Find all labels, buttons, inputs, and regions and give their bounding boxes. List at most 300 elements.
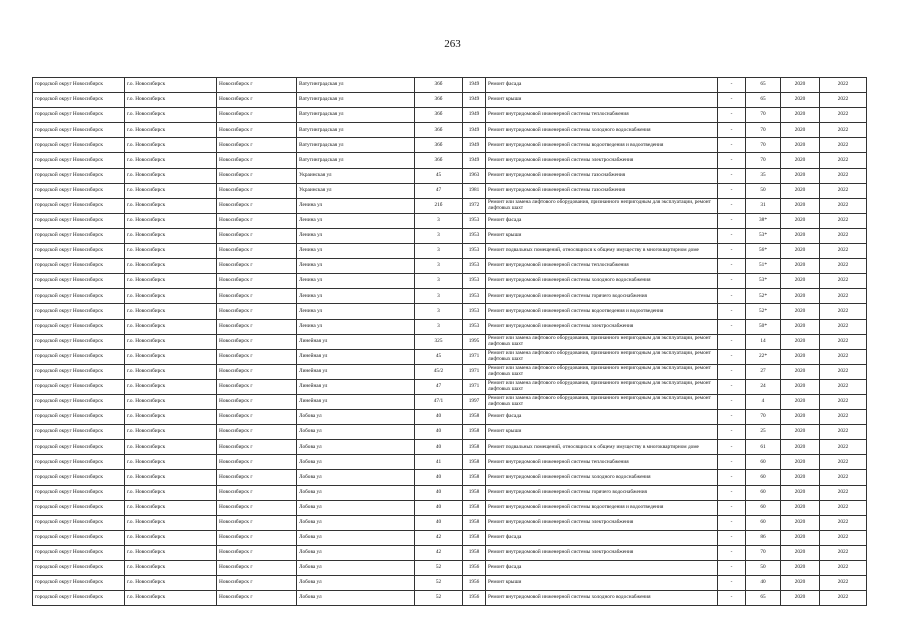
cell-start-year: 2020 xyxy=(781,394,820,409)
cell-work-type: Ремонт внутридомовой инженерной системы газоснабжения xyxy=(486,168,718,183)
cell-work-type: Ремонт фасада xyxy=(486,78,718,93)
cell-start-year: 2020 xyxy=(781,364,820,379)
cell-street: Ленина ул xyxy=(297,259,415,274)
cell-house: 47/1 xyxy=(415,394,463,409)
cell-blank: - xyxy=(718,259,746,274)
cell-cost: 50 xyxy=(746,561,781,576)
cell-blank: - xyxy=(718,228,746,243)
cell-start-year: 2020 xyxy=(781,274,820,289)
cell-district: городской округ Новосибирск xyxy=(33,108,125,123)
cell-cost: 86 xyxy=(746,530,781,545)
cell-house: 36б xyxy=(415,78,463,93)
cell-house: 3 xyxy=(415,289,463,304)
cell-district: городской округ Новосибирск xyxy=(33,168,125,183)
cell-street: Украинская ул xyxy=(297,183,415,198)
table-row xyxy=(33,440,867,455)
table-row xyxy=(33,153,867,168)
cell-settlement: Новосибирск г xyxy=(217,545,297,560)
cell-end-year: 2022 xyxy=(820,349,867,364)
cell-street: Лобова ул xyxy=(297,591,415,606)
table-row xyxy=(33,198,867,213)
cell-start-year: 2020 xyxy=(781,410,820,425)
page-number: 263 xyxy=(444,38,461,50)
cell-end-year: 2022 xyxy=(820,545,867,560)
cell-city: г.о. Новосибирск xyxy=(125,485,217,500)
cell-end-year: 2022 xyxy=(820,591,867,606)
cell-blank: - xyxy=(718,410,746,425)
cell-year: 1971 xyxy=(463,379,486,394)
cell-settlement: Новосибирск г xyxy=(217,561,297,576)
cell-cost: 31 xyxy=(746,198,781,213)
cell-work-type: Ремонт фасада xyxy=(486,213,718,228)
cell-cost: 14 xyxy=(746,334,781,349)
cell-district: городской округ Новосибирск xyxy=(33,379,125,394)
table-row xyxy=(33,319,867,334)
cell-street: Ватутинградская ул xyxy=(297,93,415,108)
cell-cost: 61 xyxy=(746,440,781,455)
cell-start-year: 2020 xyxy=(781,168,820,183)
cell-blank: - xyxy=(718,394,746,409)
cell-start-year: 2020 xyxy=(781,183,820,198)
cell-work-type: Ремонт внутридомовой инженерной системы электроснабжения xyxy=(486,515,718,530)
cell-blank: - xyxy=(718,364,746,379)
table-row xyxy=(33,410,867,425)
cell-start-year: 2020 xyxy=(781,304,820,319)
cell-cost: 53* xyxy=(746,228,781,243)
cell-cost: 4 xyxy=(746,394,781,409)
cell-district: городской округ Новосибирск xyxy=(33,274,125,289)
cell-end-year: 2022 xyxy=(820,379,867,394)
cell-city: г.о. Новосибирск xyxy=(125,394,217,409)
cell-work-type: Ремонт внутридомовой инженерной системы газоснабжения xyxy=(486,183,718,198)
cell-cost: 22* xyxy=(746,349,781,364)
cell-cost: 51* xyxy=(746,259,781,274)
cell-work-type: Ремонт внутридомовой инженерной системы горячего водоснабжения xyxy=(486,289,718,304)
cell-cost: 25 xyxy=(746,425,781,440)
cell-city: г.о. Новосибирск xyxy=(125,334,217,349)
cell-house: 40 xyxy=(415,485,463,500)
cell-work-type: Ремонт внутридомовой инженерной системы холодного водоснабжения xyxy=(486,591,718,606)
cell-year: 1953 xyxy=(463,319,486,334)
cell-start-year: 2020 xyxy=(781,349,820,364)
cell-cost: 35 xyxy=(746,168,781,183)
cell-year: 1956 xyxy=(463,576,486,591)
cell-street: Ватутинградская ул xyxy=(297,123,415,138)
cell-end-year: 2022 xyxy=(820,425,867,440)
cell-settlement: Новосибирск г xyxy=(217,244,297,259)
cell-house: 52 xyxy=(415,561,463,576)
cell-street: Линейная ул xyxy=(297,379,415,394)
cell-district: городской округ Новосибирск xyxy=(33,515,125,530)
cell-street: Ватутинградская ул xyxy=(297,138,415,153)
cell-blank: - xyxy=(718,591,746,606)
cell-end-year: 2022 xyxy=(820,274,867,289)
cell-year: 1949 xyxy=(463,123,486,138)
cell-year: 1958 xyxy=(463,410,486,425)
cell-settlement: Новосибирск г xyxy=(217,183,297,198)
cell-city: г.о. Новосибирск xyxy=(125,364,217,379)
cell-end-year: 2022 xyxy=(820,78,867,93)
cell-end-year: 2022 xyxy=(820,485,867,500)
cell-end-year: 2022 xyxy=(820,500,867,515)
cell-house: 3 xyxy=(415,228,463,243)
cell-cost: 50 xyxy=(746,183,781,198)
table-row xyxy=(33,259,867,274)
table-row xyxy=(33,500,867,515)
cell-settlement: Новосибирск г xyxy=(217,123,297,138)
cell-year: 1971 xyxy=(463,364,486,379)
cell-house: 45 xyxy=(415,349,463,364)
cell-end-year: 2022 xyxy=(820,108,867,123)
cell-work-type: Ремонт подвальных помещений, относящихся к общему имуществу в многоквартирном доме xyxy=(486,244,718,259)
table-row xyxy=(33,213,867,228)
cell-settlement: Новосибирск г xyxy=(217,108,297,123)
cell-cost: 52* xyxy=(746,304,781,319)
cell-street: Ленина ул xyxy=(297,198,415,213)
cell-street: Лобова ул xyxy=(297,440,415,455)
cell-settlement: Новосибирск г xyxy=(217,304,297,319)
table-row xyxy=(33,394,867,409)
cell-end-year: 2022 xyxy=(820,530,867,545)
cell-settlement: Новосибирск г xyxy=(217,228,297,243)
table-row xyxy=(33,485,867,500)
cell-start-year: 2020 xyxy=(781,198,820,213)
cell-year: 1958 xyxy=(463,425,486,440)
cell-blank: - xyxy=(718,500,746,515)
cell-blank: - xyxy=(718,319,746,334)
cell-work-type: Ремонт крыши xyxy=(486,425,718,440)
cell-house: 3 xyxy=(415,304,463,319)
cell-work-type: Ремонт внутридомовой инженерной системы горячего водоснабжения xyxy=(486,485,718,500)
cell-district: городской округ Новосибирск xyxy=(33,455,125,470)
cell-end-year: 2022 xyxy=(820,198,867,213)
cell-cost: 24 xyxy=(746,379,781,394)
cell-district: городской округ Новосибирск xyxy=(33,470,125,485)
cell-settlement: Новосибирск г xyxy=(217,334,297,349)
cell-district: городской округ Новосибирск xyxy=(33,123,125,138)
cell-blank: - xyxy=(718,576,746,591)
cell-house: 3 xyxy=(415,213,463,228)
cell-district: городской округ Новосибирск xyxy=(33,485,125,500)
cell-start-year: 2020 xyxy=(781,259,820,274)
cell-cost: 38* xyxy=(746,213,781,228)
cell-start-year: 2020 xyxy=(781,500,820,515)
cell-start-year: 2020 xyxy=(781,93,820,108)
cell-settlement: Новосибирск г xyxy=(217,410,297,425)
cell-street: Ватутинградская ул xyxy=(297,153,415,168)
cell-cost: 60 xyxy=(746,455,781,470)
cell-cost: 70 xyxy=(746,153,781,168)
cell-blank: - xyxy=(718,545,746,560)
cell-start-year: 2020 xyxy=(781,440,820,455)
cell-year: 1953 xyxy=(463,304,486,319)
cell-district: городской округ Новосибирск xyxy=(33,228,125,243)
cell-city: г.о. Новосибирск xyxy=(125,78,217,93)
cell-year: 1949 xyxy=(463,78,486,93)
cell-end-year: 2022 xyxy=(820,364,867,379)
cell-district: городской округ Новосибирск xyxy=(33,78,125,93)
cell-end-year: 2022 xyxy=(820,304,867,319)
cell-end-year: 2022 xyxy=(820,289,867,304)
table-row xyxy=(33,93,867,108)
cell-start-year: 2020 xyxy=(781,561,820,576)
cell-city: г.о. Новосибирск xyxy=(125,561,217,576)
cell-year: 1981 xyxy=(463,183,486,198)
cell-house: 40 xyxy=(415,470,463,485)
cell-end-year: 2022 xyxy=(820,168,867,183)
table-body xyxy=(33,78,867,606)
cell-city: г.о. Новосибирск xyxy=(125,93,217,108)
cell-start-year: 2020 xyxy=(781,334,820,349)
cell-street: Линейная ул xyxy=(297,334,415,349)
cell-house: 36б xyxy=(415,123,463,138)
cell-end-year: 2022 xyxy=(820,561,867,576)
table-row xyxy=(33,364,867,379)
cell-house: 45 xyxy=(415,168,463,183)
cell-cost: 65 xyxy=(746,78,781,93)
cell-city: г.о. Новосибирск xyxy=(125,530,217,545)
cell-blank: - xyxy=(718,470,746,485)
cell-city: г.о. Новосибирск xyxy=(125,545,217,560)
cell-city: г.о. Новосибирск xyxy=(125,440,217,455)
cell-house: 52 xyxy=(415,576,463,591)
cell-street: Ленина ул xyxy=(297,244,415,259)
cell-end-year: 2022 xyxy=(820,213,867,228)
cell-cost: 70 xyxy=(746,108,781,123)
cell-blank: - xyxy=(718,289,746,304)
cell-blank: - xyxy=(718,78,746,93)
cell-city: г.о. Новосибирск xyxy=(125,470,217,485)
cell-year: 1971 xyxy=(463,349,486,364)
cell-house: 3 xyxy=(415,319,463,334)
cell-end-year: 2022 xyxy=(820,515,867,530)
cell-start-year: 2020 xyxy=(781,289,820,304)
cell-cost: 27 xyxy=(746,364,781,379)
cell-district: городской округ Новосибирск xyxy=(33,410,125,425)
cell-house: 36б xyxy=(415,138,463,153)
cell-start-year: 2020 xyxy=(781,123,820,138)
cell-start-year: 2020 xyxy=(781,78,820,93)
cell-work-type: Ремонт внутридомовой инженерной системы холодного водоснабжения xyxy=(486,123,718,138)
cell-district: городской округ Новосибирск xyxy=(33,319,125,334)
cell-house: 40 xyxy=(415,410,463,425)
table-row xyxy=(33,123,867,138)
cell-end-year: 2022 xyxy=(820,228,867,243)
cell-cost: 70 xyxy=(746,545,781,560)
cell-end-year: 2022 xyxy=(820,576,867,591)
cell-street: Лобова ул xyxy=(297,410,415,425)
cell-house: 36б xyxy=(415,108,463,123)
cell-district: городской округ Новосибирск xyxy=(33,93,125,108)
table-row xyxy=(33,228,867,243)
cell-settlement: Новосибирск г xyxy=(217,168,297,183)
table-row xyxy=(33,561,867,576)
cell-street: Лобова ул xyxy=(297,561,415,576)
cell-work-type: Ремонт фасада xyxy=(486,410,718,425)
cell-end-year: 2022 xyxy=(820,334,867,349)
cell-work-type: Ремонт внутридомовой инженерной системы теплоснабжения xyxy=(486,259,718,274)
cell-work-type: Ремонт крыши xyxy=(486,93,718,108)
cell-year: 1953 xyxy=(463,244,486,259)
cell-district: городской округ Новосибирск xyxy=(33,364,125,379)
cell-year: 1958 xyxy=(463,485,486,500)
cell-house: 325 xyxy=(415,334,463,349)
table-row xyxy=(33,425,867,440)
cell-year: 1949 xyxy=(463,108,486,123)
cell-start-year: 2020 xyxy=(781,244,820,259)
cell-work-type: Ремонт внутридомовой инженерной системы водоотведения и водоотведения xyxy=(486,304,718,319)
cell-house: 40 xyxy=(415,500,463,515)
cell-end-year: 2022 xyxy=(820,470,867,485)
cell-year: 1995 xyxy=(463,334,486,349)
cell-year: 1997 xyxy=(463,394,486,409)
cell-blank: - xyxy=(718,455,746,470)
cell-settlement: Новосибирск г xyxy=(217,153,297,168)
cell-street: Ленина ул xyxy=(297,319,415,334)
table-row xyxy=(33,530,867,545)
cell-blank: - xyxy=(718,440,746,455)
cell-start-year: 2020 xyxy=(781,319,820,334)
cell-settlement: Новосибирск г xyxy=(217,349,297,364)
cell-street: Лобова ул xyxy=(297,485,415,500)
cell-start-year: 2020 xyxy=(781,485,820,500)
cell-year: 1953 xyxy=(463,289,486,304)
cell-settlement: Новосибирск г xyxy=(217,455,297,470)
table-row xyxy=(33,379,867,394)
cell-year: 1958 xyxy=(463,515,486,530)
cell-city: г.о. Новосибирск xyxy=(125,319,217,334)
cell-house: 45/2 xyxy=(415,364,463,379)
cell-end-year: 2022 xyxy=(820,93,867,108)
cell-district: городской округ Новосибирск xyxy=(33,138,125,153)
cell-city: г.о. Новосибирск xyxy=(125,244,217,259)
cell-start-year: 2020 xyxy=(781,455,820,470)
cell-work-type: Ремонт внутридомовой инженерной системы электроснабжения xyxy=(486,153,718,168)
cell-street: Лобова ул xyxy=(297,576,415,591)
cell-district: городской округ Новосибирск xyxy=(33,545,125,560)
cell-blank: - xyxy=(718,304,746,319)
cell-street: Ленина ул xyxy=(297,289,415,304)
cell-district: городской округ Новосибирск xyxy=(33,304,125,319)
cell-blank: - xyxy=(718,93,746,108)
cell-work-type: Ремонт внутридомовой инженерной системы электроснабжения xyxy=(486,545,718,560)
cell-cost: 52* xyxy=(746,289,781,304)
cell-blank: - xyxy=(718,530,746,545)
cell-settlement: Новосибирск г xyxy=(217,289,297,304)
cell-district: городской округ Новосибирск xyxy=(33,440,125,455)
cell-district: городской округ Новосибирск xyxy=(33,183,125,198)
cell-end-year: 2022 xyxy=(820,410,867,425)
cell-settlement: Новосибирск г xyxy=(217,364,297,379)
table-row xyxy=(33,591,867,606)
cell-city: г.о. Новосибирск xyxy=(125,213,217,228)
cell-street: Лобова ул xyxy=(297,545,415,560)
cell-district: городской округ Новосибирск xyxy=(33,153,125,168)
cell-house: 42 xyxy=(415,545,463,560)
cell-work-type: Ремонт внутридомовой инженерной системы водоотведения и водоотведения xyxy=(486,500,718,515)
cell-cost: 60 xyxy=(746,485,781,500)
cell-city: г.о. Новосибирск xyxy=(125,455,217,470)
cell-street: Ленина ул xyxy=(297,304,415,319)
cell-city: г.о. Новосибирск xyxy=(125,228,217,243)
cell-work-type: Ремонт внутридомовой инженерной системы холодного водоснабжения xyxy=(486,470,718,485)
cell-start-year: 2020 xyxy=(781,228,820,243)
cell-start-year: 2020 xyxy=(781,470,820,485)
cell-street: Лобова ул xyxy=(297,515,415,530)
cell-house: 3 xyxy=(415,274,463,289)
cell-street: Ватутинградская ул xyxy=(297,78,415,93)
cell-start-year: 2020 xyxy=(781,213,820,228)
cell-start-year: 2020 xyxy=(781,108,820,123)
cell-year: 1953 xyxy=(463,228,486,243)
cell-city: г.о. Новосибирск xyxy=(125,259,217,274)
cell-district: городской округ Новосибирск xyxy=(33,576,125,591)
cell-work-type: Ремонт фасада xyxy=(486,530,718,545)
cell-district: городской округ Новосибирск xyxy=(33,213,125,228)
cell-city: г.о. Новосибирск xyxy=(125,153,217,168)
cell-settlement: Новосибирск г xyxy=(217,591,297,606)
cell-work-type: Ремонт или замена лифтового оборудования, признанного непригодным для эксплуатации, ремонт лифтовых шахт xyxy=(486,198,718,213)
cell-blank: - xyxy=(718,153,746,168)
cell-district: городской округ Новосибирск xyxy=(33,198,125,213)
cell-city: г.о. Новосибирск xyxy=(125,123,217,138)
cell-district: городской округ Новосибирск xyxy=(33,425,125,440)
cell-work-type: Ремонт или замена лифтового оборудования, признанного непригодным для эксплуатации, ремонт лифтовых шахт xyxy=(486,379,718,394)
cell-end-year: 2022 xyxy=(820,244,867,259)
cell-city: г.о. Новосибирск xyxy=(125,379,217,394)
cell-year: 1958 xyxy=(463,500,486,515)
cell-city: г.о. Новосибирск xyxy=(125,108,217,123)
cell-cost: 53* xyxy=(746,274,781,289)
cell-end-year: 2022 xyxy=(820,153,867,168)
table-row xyxy=(33,289,867,304)
table-row xyxy=(33,545,867,560)
table-row xyxy=(33,183,867,198)
cell-street: Лобова ул xyxy=(297,425,415,440)
cell-settlement: Новосибирск г xyxy=(217,93,297,108)
cell-cost: 60 xyxy=(746,470,781,485)
cell-cost: 70 xyxy=(746,138,781,153)
cell-blank: - xyxy=(718,123,746,138)
table-row xyxy=(33,78,867,93)
cell-house: 47 xyxy=(415,183,463,198)
cell-house: 41 xyxy=(415,455,463,470)
cell-start-year: 2020 xyxy=(781,530,820,545)
cell-blank: - xyxy=(718,274,746,289)
cell-district: городской округ Новосибирск xyxy=(33,259,125,274)
cell-settlement: Новосибирск г xyxy=(217,78,297,93)
cell-city: г.о. Новосибирск xyxy=(125,500,217,515)
cell-blank: - xyxy=(718,334,746,349)
cell-street: Линейная ул xyxy=(297,349,415,364)
cell-district: городской округ Новосибирск xyxy=(33,561,125,576)
table-row xyxy=(33,304,867,319)
cell-street: Ленина ул xyxy=(297,213,415,228)
cell-cost: 70 xyxy=(746,410,781,425)
cell-blank: - xyxy=(718,108,746,123)
cell-year: 1972 xyxy=(463,198,486,213)
cell-district: городской округ Новосибирск xyxy=(33,244,125,259)
cell-district: городской округ Новосибирск xyxy=(33,289,125,304)
cell-work-type: Ремонт или замена лифтового оборудования, признанного непригодным для эксплуатации, ремонт лифтовых шахт xyxy=(486,334,718,349)
cell-city: г.о. Новосибирск xyxy=(125,410,217,425)
cell-settlement: Новосибирск г xyxy=(217,470,297,485)
cell-city: г.о. Новосибирск xyxy=(125,198,217,213)
cell-street: Лобова ул xyxy=(297,500,415,515)
cell-city: г.о. Новосибирск xyxy=(125,289,217,304)
cell-city: г.о. Новосибирск xyxy=(125,425,217,440)
cell-settlement: Новосибирск г xyxy=(217,515,297,530)
